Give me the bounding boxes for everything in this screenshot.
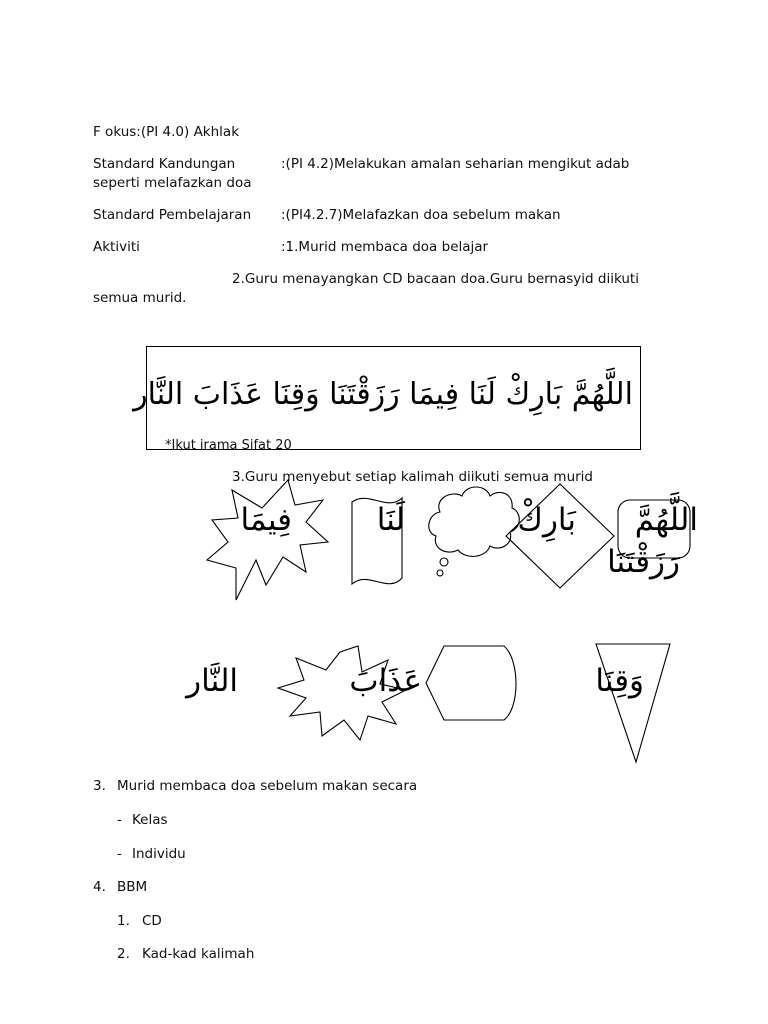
item-4-sub-2-number: 2. [117, 946, 130, 962]
cloud-bubble-1 [440, 558, 448, 566]
item-4-text: BBM [117, 879, 148, 895]
aktiviti-step-2-continuation: semua murid. [93, 290, 187, 306]
doa-arabic-text: اللَّهُمَّ بَارِكْ لَنَا فِيمَا رَزَقْتَنَا وَقِنَا عَذَابَ النَّار [133, 377, 633, 412]
item-4-sub-2-text: Kad-kad kalimah [142, 946, 255, 962]
kalimah-waqina: وَقِنَا [595, 663, 644, 699]
item-3-number: 3. [93, 778, 106, 794]
item-3-sub-2-text: Individu [132, 846, 186, 862]
inverted-triangle-shape [596, 644, 670, 762]
kalimah-lana: لَنَا [376, 502, 405, 538]
kalimah-barik: بَارِكْ [517, 502, 576, 538]
aktiviti-step-1: :1.Murid membaca doa belajar [281, 239, 489, 255]
kalimah-razaqtana: رَزَقْتَنَا [607, 544, 680, 580]
standard-pembelajaran-label: Standard Pembelajaran [93, 207, 252, 223]
aktiviti-label: Aktiviti [93, 239, 140, 255]
explosion-shape-1 [207, 480, 328, 600]
kalimah-fima: فِيمَا [240, 502, 292, 538]
standard-kandungan-continuation: seperti melafazkan doa [93, 175, 252, 191]
item-4-sub-1-number: 1. [117, 913, 130, 929]
item-4-number: 4. [93, 879, 106, 895]
hexagon-shape [426, 646, 516, 720]
cloud-bubble-2 [437, 570, 443, 576]
kalimah-allahumma: اللَّهُمَّ [634, 502, 698, 538]
item-3-sub-2-bullet: - [117, 846, 122, 862]
aktiviti-step-2: 2.Guru menayangkan CD bacaan doa.Guru bernasyid diikuti [232, 271, 639, 287]
kalimah-annar: النَّار [186, 663, 238, 699]
kalimah-azab: عَذَابَ [349, 663, 422, 699]
item-4-sub-1-text: CD [142, 913, 162, 929]
standard-kandungan-label: Standard Kandungan [93, 156, 236, 172]
standard-kandungan-value: :(PI 4.2)Melakukan amalan seharian mengikut adab [281, 156, 630, 172]
aktiviti-step-3: 3.Guru menyebut setiap kalimah diikuti semua murid [232, 469, 594, 485]
irama-note: *Ikut irama Sifat 20 [165, 438, 292, 453]
item-3-sub-1-text: Kelas [132, 812, 168, 828]
fokus-line: F okus:(PI 4.0) Akhlak [93, 124, 240, 140]
standard-pembelajaran-value: :(PI4.2.7)Melafazkan doa sebelum makan [281, 207, 561, 223]
item-3-text: Murid membaca doa sebelum makan secara [117, 778, 418, 794]
item-3-sub-1-bullet: - [117, 812, 122, 828]
